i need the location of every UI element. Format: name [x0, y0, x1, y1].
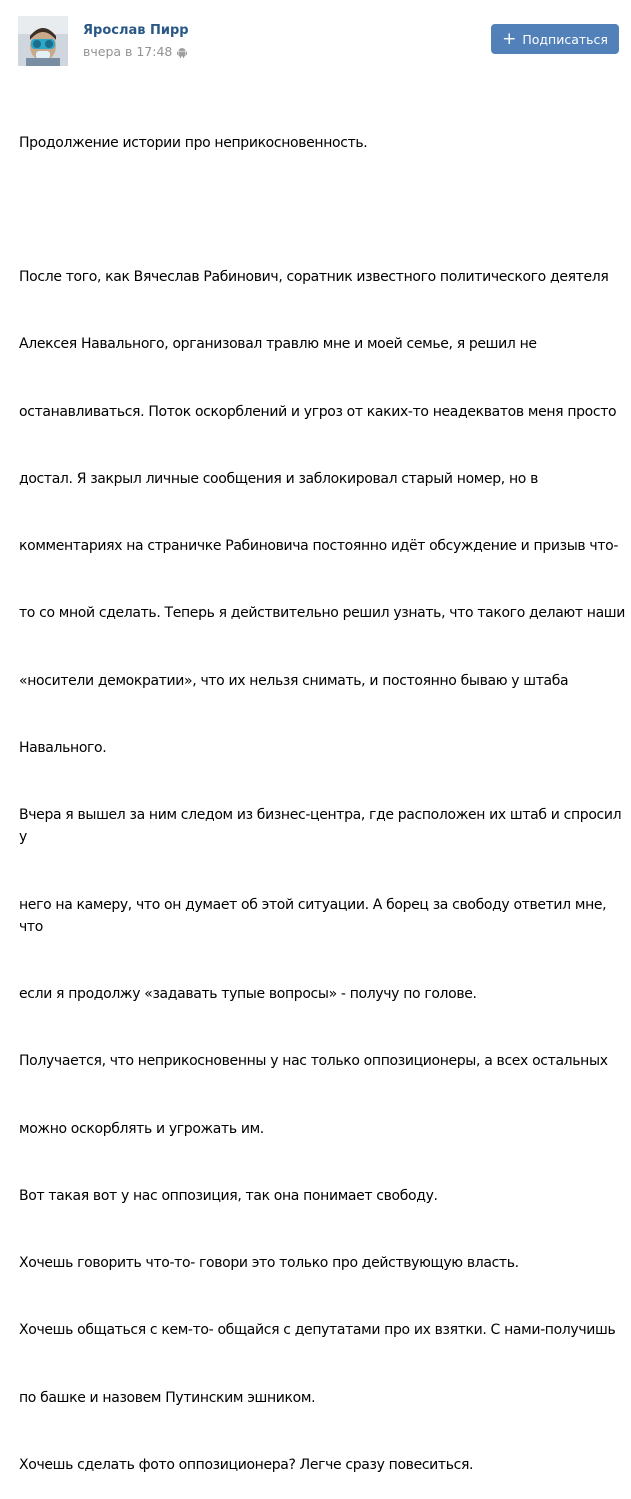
post-line: Вот такая вот у нас оппозиция, так она понимает свободу. — [19, 1187, 438, 1204]
post-line: Вчера я вышел за ним следом из бизнес-центра, где расположен их штаб и спросил у — [19, 807, 626, 846]
post-line: достал. Я закрыл личные сообщения и заблокировал старый номер, но в — [19, 470, 539, 487]
post-line: можно оскорблять и угрожать им. — [19, 1120, 264, 1137]
subscribe-label: Подписаться — [522, 31, 608, 47]
post-line: то со мной сделать. Теперь я действительно решил узнать, что такого делают наши — [19, 605, 626, 622]
post-line: После того, как Вячеслав Рабинович, соратник известного политического деятеля — [19, 269, 609, 286]
post-line: останавливаться. Поток оскорблений и угроз от каких-то неадекватов меня просто — [19, 403, 617, 420]
post-line: «носители демократии», что их нельзя снимать, и постоянно бываю у штаба — [19, 672, 569, 689]
post-line: по башке и назовем Путинским эшником. — [19, 1389, 316, 1406]
post-header — [17, 14, 625, 66]
post-line: Алексея Навального, организовал травлю мне и моей семье, я решил не — [19, 336, 537, 353]
post-meta — [83, 44, 187, 59]
subscribe-button[interactable] — [491, 24, 619, 54]
avatar-image — [18, 16, 68, 66]
post-line: Хочешь общаться с кем-то- общайся с депутатами про их взятки. С нами-получишь — [19, 1322, 616, 1339]
android-icon — [177, 46, 187, 57]
post-line: Получается, что неприкосновенны у нас только оппозиционеры, а всех остальных — [19, 1053, 608, 1070]
post-line: Продолжение истории про неприкосновенность. — [19, 134, 368, 151]
post-line: если я продолжу «задавать тупые вопросы» - получу по голове. — [19, 986, 477, 1003]
post-line: него на камеру, что он думает об этой ситуации. А борец за свободу ответил мне, что — [19, 896, 611, 936]
post-line: комментариях на страничке Рабиновича постоянно идёт обсуждение и призыв что- — [19, 538, 619, 555]
post-line — [19, 199, 631, 221]
post-text — [19, 87, 631, 1499]
post-line: Навального. — [19, 739, 107, 756]
author-name[interactable]: Ярослав Пирр — [83, 23, 189, 38]
avatar[interactable] — [18, 16, 68, 66]
plus-icon: + — [502, 28, 517, 49]
post-time[interactable]: вчера в 17:48 — [83, 44, 173, 59]
post-line: Хочешь сделать фото оппозиционера? Легче сразу повеситься. — [19, 1456, 474, 1473]
post-line: Хочешь говорить что-то- говори это только про действующую власть. — [19, 1255, 519, 1272]
